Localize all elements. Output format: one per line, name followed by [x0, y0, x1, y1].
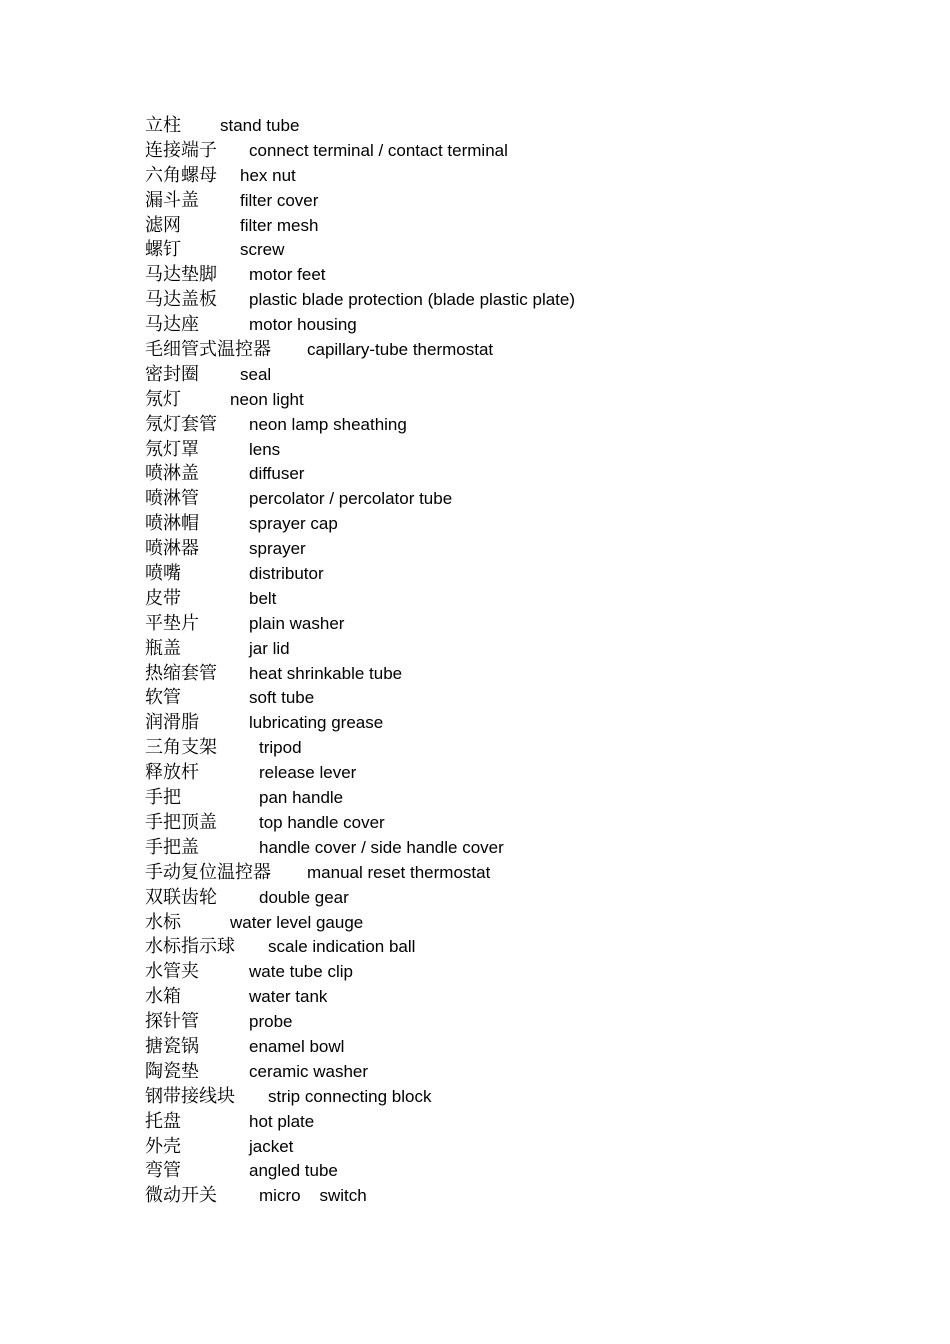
- glossary-entry: [145, 1184, 845, 1209]
- english-term: handle cover / side handle cover: [259, 837, 504, 857]
- english-term: tripod: [259, 738, 302, 758]
- glossary-entry: [145, 214, 845, 239]
- chinese-term: 润滑脂: [145, 712, 199, 734]
- english-term: neon lamp sheathing: [249, 414, 407, 434]
- chinese-term: 连接端子: [145, 139, 217, 161]
- chinese-term: 搪瓷锅: [145, 1035, 199, 1057]
- english-term: ceramic washer: [249, 1061, 369, 1081]
- chinese-term: 瓶盖: [145, 637, 181, 659]
- chinese-term: 水管夹: [145, 961, 199, 983]
- chinese-term: 释放杆: [145, 762, 199, 784]
- glossary-entry: [145, 1060, 845, 1085]
- english-term: angled tube: [249, 1161, 338, 1181]
- glossary-entry: [145, 1035, 845, 1060]
- english-term: motor housing: [249, 315, 357, 335]
- english-term: connect terminal / contact terminal: [249, 140, 508, 160]
- chinese-term: 氖灯: [145, 388, 181, 410]
- chinese-term: 弯管: [145, 1160, 181, 1182]
- glossary-list: [145, 114, 845, 1209]
- glossary-entry: [145, 562, 845, 587]
- english-term: motor feet: [249, 265, 326, 285]
- glossary-entry: [145, 985, 845, 1010]
- english-term: stand tube: [220, 116, 300, 135]
- chinese-term: 手把盖: [145, 836, 199, 858]
- glossary-entry: [145, 761, 845, 786]
- chinese-term: 马达垫脚: [145, 264, 217, 286]
- english-term: scale indication ball: [268, 937, 416, 957]
- english-term: lens: [249, 439, 281, 459]
- chinese-term: 钢带接线块: [145, 1085, 235, 1107]
- english-term: plain washer: [249, 613, 345, 633]
- english-term: water level gauge: [230, 912, 364, 932]
- glossary-entry: [145, 288, 845, 313]
- glossary-entry: [145, 1135, 845, 1160]
- chinese-term: 探针管: [145, 1011, 199, 1033]
- english-term: jar lid: [249, 638, 290, 658]
- glossary-entry: [145, 711, 845, 736]
- chinese-term: 三角支架: [145, 737, 217, 759]
- chinese-term: 手把: [145, 787, 181, 809]
- chinese-term: 六角螺母: [145, 164, 217, 186]
- english-term: hot plate: [249, 1111, 315, 1131]
- english-term: top handle cover: [259, 812, 385, 832]
- english-term: plastic blade protection (blade plastic plate): [249, 290, 576, 310]
- glossary-entry: [145, 462, 845, 487]
- chinese-term: 漏斗盖: [145, 189, 199, 211]
- glossary-entry: [145, 313, 845, 338]
- english-term: screw: [240, 240, 285, 260]
- glossary-entry: [145, 960, 845, 985]
- english-term: belt: [249, 588, 277, 608]
- glossary-entry: [145, 935, 845, 960]
- english-term: strip connecting block: [268, 1086, 432, 1106]
- chinese-term: 水箱: [145, 986, 181, 1008]
- glossary-entry: [145, 512, 845, 537]
- glossary-entry: [145, 114, 845, 139]
- glossary-entry: [145, 1110, 845, 1135]
- english-term: capillary-tube thermostat: [307, 340, 494, 360]
- glossary-entry: [145, 1010, 845, 1035]
- chinese-term: 螺钉: [145, 239, 181, 261]
- chinese-term: 水标指示球: [145, 936, 235, 958]
- glossary-entry: [145, 487, 845, 512]
- english-term: wate tube clip: [249, 962, 353, 982]
- glossary-entry: [145, 363, 845, 388]
- english-term: diffuser: [249, 464, 305, 484]
- glossary-entry: [145, 238, 845, 263]
- glossary-entry: [145, 388, 845, 413]
- chinese-term: 外壳: [145, 1135, 181, 1157]
- english-term: soft tube: [249, 688, 315, 708]
- english-term: filter cover: [240, 190, 319, 210]
- glossary-entry: [145, 413, 845, 438]
- english-term: hex nut: [240, 165, 296, 185]
- chinese-term: 立柱: [145, 115, 181, 136]
- glossary-entry: [145, 164, 845, 189]
- chinese-term: 托盘: [145, 1110, 181, 1132]
- glossary-entry: [145, 637, 845, 662]
- english-term: seal: [240, 364, 272, 384]
- english-term: distributor: [249, 564, 324, 584]
- glossary-entry: [145, 736, 845, 761]
- chinese-term: 平垫片: [145, 612, 199, 634]
- chinese-term: 喷淋盖: [145, 463, 199, 485]
- chinese-term: 热缩套管: [145, 662, 217, 684]
- glossary-entry: [145, 338, 845, 363]
- english-term: pan handle: [259, 788, 344, 808]
- glossary-entry: [145, 1085, 845, 1110]
- english-term: percolator / percolator tube: [249, 489, 453, 509]
- glossary-entry: [145, 612, 845, 637]
- english-term: lubricating grease: [249, 713, 384, 733]
- english-term: filter mesh: [240, 215, 319, 235]
- english-term: double gear: [259, 887, 349, 907]
- chinese-term: 喷淋管: [145, 488, 199, 510]
- glossary-entry: [145, 861, 845, 886]
- chinese-term: 喷嘴: [145, 563, 181, 585]
- chinese-term: 氖灯套管: [145, 413, 217, 435]
- chinese-term: 喷淋帽: [145, 513, 199, 535]
- glossary-entry: [145, 836, 845, 861]
- chinese-term: 喷淋器: [145, 538, 199, 560]
- glossary-entry: [145, 911, 845, 936]
- glossary-entry: [145, 587, 845, 612]
- glossary-entry: [145, 263, 845, 288]
- english-term: micro switch: [259, 1186, 367, 1206]
- chinese-term: 马达座: [145, 314, 199, 336]
- glossary-entry: [145, 139, 845, 164]
- glossary-entry: [145, 189, 845, 214]
- glossary-entry: [145, 537, 845, 562]
- chinese-term: 皮带: [145, 587, 181, 609]
- chinese-term: 马达盖板: [145, 289, 217, 311]
- glossary-entry: [145, 662, 845, 687]
- glossary-entry: [145, 786, 845, 811]
- chinese-term: 水标: [145, 911, 181, 933]
- english-term: release lever: [259, 763, 357, 783]
- chinese-term: 双联齿轮: [145, 886, 217, 908]
- english-term: sprayer: [249, 539, 306, 559]
- glossary-entry: [145, 686, 845, 711]
- chinese-term: 微动开关: [145, 1185, 217, 1207]
- english-term: neon light: [230, 389, 304, 409]
- chinese-term: 手把顶盖: [145, 811, 217, 833]
- chinese-term: 密封圈: [145, 363, 199, 385]
- english-term: probe: [249, 1012, 293, 1032]
- chinese-term: 软管: [145, 687, 181, 709]
- glossary-entry: [145, 886, 845, 911]
- english-term: heat shrinkable tube: [249, 663, 403, 683]
- chinese-term: 手动复位温控器: [145, 861, 271, 883]
- chinese-term: 陶瓷垫: [145, 1060, 199, 1082]
- chinese-term: 氖灯罩: [145, 438, 199, 460]
- english-term: water tank: [249, 987, 328, 1007]
- glossary-entry: [145, 438, 845, 463]
- english-term: enamel bowl: [249, 1036, 345, 1056]
- chinese-term: 滤网: [145, 214, 181, 236]
- english-term: sprayer cap: [249, 514, 338, 534]
- glossary-entry: [145, 811, 845, 836]
- glossary-entry: [145, 1159, 845, 1184]
- english-term: manual reset thermostat: [307, 862, 491, 882]
- english-term: jacket: [249, 1136, 294, 1156]
- chinese-term: 毛细管式温控器: [145, 339, 271, 361]
